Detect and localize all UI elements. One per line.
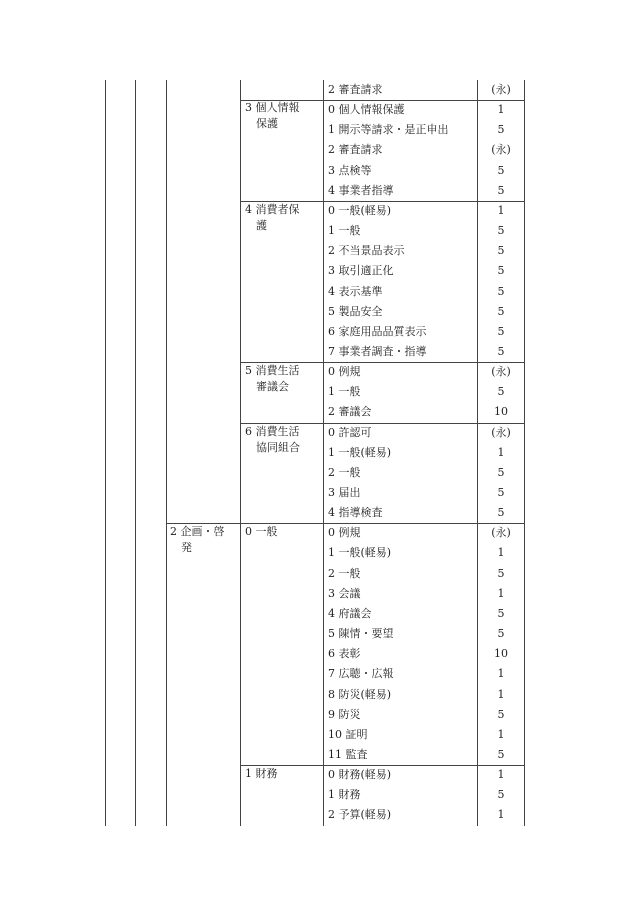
row-item: 3 届出	[328, 486, 361, 499]
row-item: 8 防災(軽易)	[328, 687, 392, 701]
grid-column-line	[166, 80, 167, 826]
group-line: 審議会	[245, 380, 289, 393]
row-retention: 1	[497, 768, 505, 782]
row-retention: 5	[497, 344, 505, 358]
row-retention: 10	[494, 647, 508, 661]
row-retention: 5	[497, 465, 505, 479]
small-group-shingikai	[245, 363, 300, 395]
small-group-kyodo-kumiai	[245, 424, 300, 456]
row-item: 7 広聴・広報	[328, 667, 394, 681]
group-line: 5 消費生活	[245, 364, 300, 377]
row-item: 2 審議会	[328, 405, 372, 419]
row-item: 2 審査請求	[328, 143, 383, 157]
row-item: 1 一般(軽易)	[328, 445, 392, 459]
row-item: 9 防災	[328, 707, 361, 721]
grid-column-line	[135, 80, 136, 826]
group-line: 1 財務	[245, 767, 278, 780]
grid-column-line	[323, 80, 324, 826]
row-retention: 10	[494, 405, 508, 419]
row-item: 2 審査請求	[328, 83, 383, 96]
group-separator	[240, 765, 524, 766]
row-retention: (永)	[491, 526, 511, 540]
row-item: 6 表彰	[328, 647, 361, 661]
row-retention: 1	[497, 203, 505, 217]
row-item: 4 指導検査	[328, 506, 383, 520]
row-retention: 5	[497, 385, 505, 399]
row-retention: 1	[497, 727, 505, 741]
row-item: 2 一般	[328, 566, 361, 580]
grid-column-line	[105, 80, 106, 826]
row-retention: 1	[497, 667, 505, 681]
row-item: 3 点検等	[328, 163, 372, 177]
row-retention: 5	[497, 566, 505, 580]
row-item: 1 開示等請求・是正申出	[328, 123, 449, 137]
group-line: 4 消費者保	[245, 203, 300, 216]
row-item: 6 家庭用品品質表示	[328, 324, 427, 338]
grid-column-line	[524, 80, 525, 826]
middle-group-kikaku	[170, 524, 225, 556]
row-retention: 5	[497, 747, 505, 761]
row-item: 0 一般(軽易)	[328, 203, 392, 217]
row-retention: 1	[497, 687, 505, 701]
row-retention: (永)	[491, 143, 511, 157]
row-retention: 5	[497, 324, 505, 338]
row-retention: 5	[497, 244, 505, 258]
small-group-zaimu	[245, 766, 278, 782]
row-item: 0 例規	[328, 526, 361, 540]
row-retention: 5	[497, 183, 505, 197]
row-item: 5 製品安全	[328, 304, 383, 318]
row-retention: 5	[497, 304, 505, 318]
row-retention: 5	[497, 284, 505, 298]
row-item: 3 取引適正化	[328, 264, 394, 278]
row-item: 0 許認可	[328, 425, 372, 439]
row-retention: 5	[497, 264, 505, 278]
row-item: 2 不当景品表示	[328, 244, 405, 258]
row-retention: 5	[497, 788, 505, 802]
small-group-shohisha-hogo	[245, 202, 300, 234]
row-item: 4 府議会	[328, 606, 372, 620]
grid-column-line	[240, 80, 241, 826]
row-retention: 5	[497, 486, 505, 499]
group-line: 保護	[245, 117, 278, 130]
row-item: 11 監査	[328, 747, 368, 761]
row-item: 7 事業者調査・指導	[328, 344, 427, 358]
row-retention: 1	[497, 445, 505, 459]
row-item: 1 一般	[328, 385, 361, 399]
row-retention: (永)	[491, 365, 511, 379]
row-retention: 5	[497, 707, 505, 721]
row-retention: 5	[497, 506, 505, 520]
row-item: 2 一般	[328, 465, 361, 479]
row-item: 5 陳情・要望	[328, 627, 394, 641]
row-item: 1 一般(軽易)	[328, 546, 392, 560]
group-line: 協同組合	[245, 441, 300, 454]
row-retention: 5	[497, 224, 505, 238]
group-line: 2 企画・啓	[170, 525, 225, 538]
row-item: 1 財務	[328, 788, 361, 802]
row-retention: 5	[497, 627, 505, 641]
row-item: 1 一般	[328, 224, 361, 238]
group-line: 0 一般	[245, 525, 278, 538]
small-group-kojin-joho	[245, 100, 300, 132]
grid-column-line	[477, 80, 478, 826]
row-item: 2 予算(軽易)	[328, 808, 392, 822]
row-retention: 5	[497, 123, 505, 137]
group-line: 護	[245, 219, 267, 232]
row-retention: 1	[497, 103, 505, 117]
row-item: 10 証明	[328, 727, 368, 741]
group-line: 発	[170, 541, 192, 554]
row-item: 4 表示基準	[328, 284, 383, 298]
row-retention: (永)	[491, 83, 511, 96]
row-retention: 1	[497, 586, 505, 600]
row-retention: 1	[497, 808, 505, 822]
row-retention: 1	[497, 546, 505, 560]
group-line: 3 個人情報	[245, 101, 300, 114]
row-item: 0 個人情報保護	[328, 103, 405, 117]
group-line: 6 消費生活	[245, 425, 300, 438]
row-item: 4 事業者指導	[328, 183, 394, 197]
small-group-ippan	[245, 524, 278, 540]
row-retention: 5	[497, 163, 505, 177]
row-retention: 5	[497, 606, 505, 620]
row-item: 0 例規	[328, 365, 361, 379]
row-item: 3 会議	[328, 586, 361, 600]
row-retention: (永)	[491, 425, 511, 439]
row-item: 0 財務(軽易)	[328, 768, 392, 782]
